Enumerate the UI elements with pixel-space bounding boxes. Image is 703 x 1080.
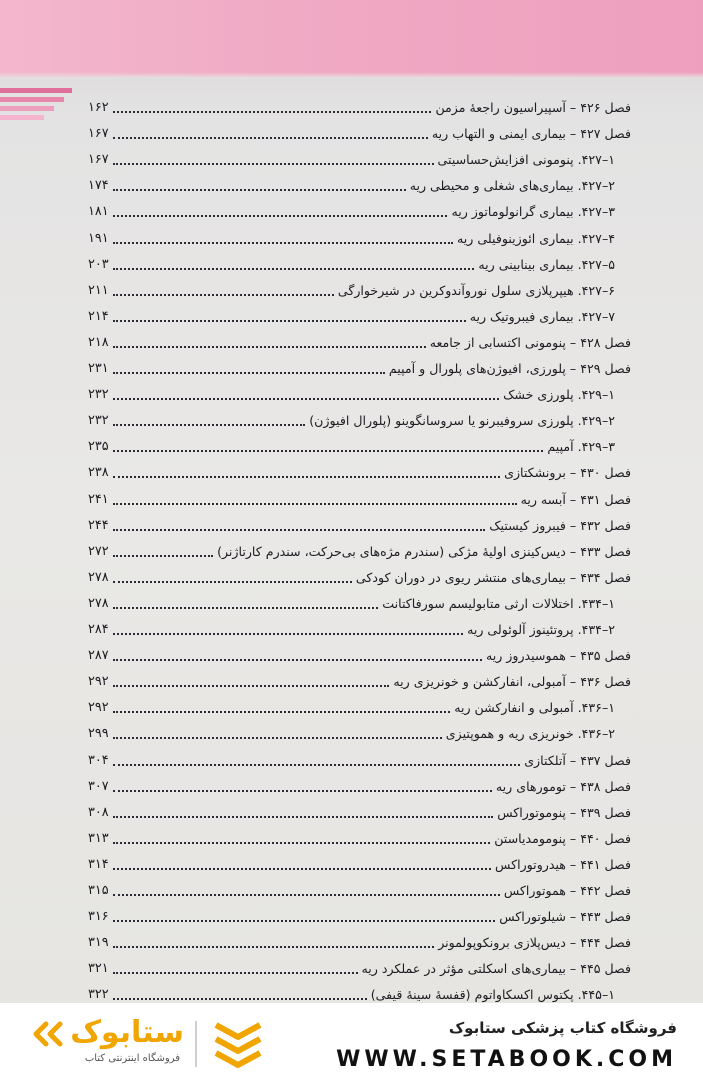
toc-title: فصل ۴۳۶ – آمبولی، انفارکشن و خونریزی ریه [393,674,631,690]
toc-entry [88,904,631,930]
toc-title: ۶–۴۲۷. هیپرپلازی سلول نوروآندوکرین در شیرخوارگی [337,282,615,298]
toc-page-number: ۲۱۸ [88,334,109,350]
toc-page-number: ۲۱۴ [88,308,109,324]
toc-title: فصل ۴۴۲ – هموتوراکس [503,883,631,898]
book-stack-icon [210,1017,266,1069]
toc-title: فصل ۴۲۷ – بیماری ایمنی و التهاب ریه [431,126,631,142]
dot-leader [113,476,500,478]
toc-entry [88,800,631,826]
toc-page-number: ۱۹۱ [88,230,109,246]
dot-leader [113,372,385,374]
toc-title: ۳–۴۲۷. بیماری گرانولوماتوز ریه [451,204,615,220]
toc-entry [88,982,615,1003]
decorative-stripe [0,97,64,102]
toc-page-number: ۱۸۱ [88,204,109,220]
toc-page-number: ۳۲۱ [88,961,109,977]
toc-title: فصل ۴۲۶ – آسپیراسیون راجعهٔ مزمن [435,100,631,115]
decorative-stripe [0,115,44,120]
toc-entry [88,565,631,591]
toc-title: فصل ۴۴۳ – شیلوتوراکس [499,909,631,925]
double-chevron-icon [32,1021,68,1047]
toc-page-number: ۱۶۷ [88,152,109,168]
toc-entry [88,460,631,486]
toc-title: فصل ۴۲۸ – پنومونی اکتسابی از جامعه [429,334,631,350]
toc-title: ۵–۴۲۷. بیماری بینابینی ریه [478,256,615,272]
website-url[interactable]: WWW.SETABOOK.COM [336,1047,677,1072]
dot-leader [113,711,451,713]
toc-page-number: ۲۳۵ [88,439,109,455]
toc-page-number: ۲۱۱ [88,282,109,298]
toc-entry [88,826,631,852]
toc-page-number: ۳۱۴ [88,856,109,872]
toc-page-number: ۲۳۱ [88,361,109,376]
toc-entry [88,930,631,956]
toc-entry [88,539,631,565]
store-footer [0,1003,703,1080]
dot-leader [113,555,213,557]
toc-title: فصل ۴۳۰ – برونشکتازی [504,465,631,481]
toc-entry [88,304,615,330]
toc-title: ۲–۴۳۴. پروتئینوز آلوئولی ریه [467,622,615,637]
toc-title: فصل ۴۴۵ – بیماری‌های اسکلتی مؤثر در عملکرد ریه [361,961,631,977]
toc-entry [88,408,615,434]
toc-page-number: ۳۱۵ [88,883,109,898]
toc-title: ۱–۴۳۶. آمبولی و انفارکشن ریه [454,700,615,716]
dot-leader [113,294,334,296]
dot-leader [113,685,390,687]
toc-title: فصل ۴۳۲ – فیبروز کیستیک [489,517,631,533]
toc-title: ۱–۴۴۵. پکتوس اکسکاواتوم (قفسهٔ سینهٔ قیفی) [370,987,615,1003]
dot-leader [113,842,491,844]
toc-page-number: ۲۹۹ [88,726,109,742]
toc-page-number: ۳۱۶ [88,909,109,925]
toc-page-number: ۲۳۲ [88,413,109,429]
dot-leader [113,790,492,792]
toc-entry [88,695,615,721]
decorative-stripe [0,88,72,93]
dot-leader [113,450,544,452]
toc-page-number: ۲۷۲ [88,543,109,559]
footer-divider [195,1021,197,1067]
toc-entry [88,252,615,278]
toc-entry [88,173,615,199]
toc-entry [88,513,631,539]
dot-leader [113,189,406,191]
toc-page-number: ۱۷۴ [88,178,109,194]
dot-leader [113,215,448,217]
dot-leader [113,529,486,531]
brand-tagline: فروشگاه اینترنتی کتاب [84,1053,180,1064]
toc-title: ۲–۴۲۹. پلورزی سروفیبرنو یا سروسانگوینو (پلورال افیوژن) [309,413,615,429]
toc-entry [88,147,615,173]
dot-leader [113,764,521,766]
toc-page-number: ۲۸۴ [88,622,109,637]
toc-page-number: ۳۰۸ [88,804,109,820]
toc-entry [88,956,631,982]
brand-wordmark: ستابوک [70,1015,184,1050]
toc-entry [88,199,615,225]
toc-entry [88,121,631,147]
toc-entry [88,852,631,878]
toc-page-number: ۲۸۷ [88,648,109,664]
toc-title: ۳–۴۲۹. آمپیم [547,439,615,455]
dot-leader [113,268,475,270]
decorative-stripe [0,106,54,111]
shop-name: فروشگاه کتاب پزشکی ستابوک [448,1019,677,1037]
toc-entry [88,356,631,382]
dot-leader [113,816,494,818]
dot-leader [113,242,453,244]
toc-page-number: ۳۰۷ [88,778,109,794]
toc-page-number: ۱۶۷ [88,126,109,142]
toc-title: ۷–۴۲۷. بیماری فیبروتیک ریه [469,308,615,324]
dot-leader [113,737,442,739]
toc-entry [88,774,631,800]
toc-page-number: ۲۳۸ [88,465,109,481]
toc-entry [88,643,631,669]
toc-page-number: ۲۹۲ [88,674,109,690]
toc-entry [88,591,615,617]
dot-leader [113,346,426,348]
toc-title: فصل ۴۲۹ – پلورزی، افیوژن‌های پلورال و آمپیم [388,361,631,376]
toc-entry [88,487,631,513]
toc-title: فصل ۴۳۹ – پنوموتوراکس [497,804,631,820]
toc-title: فصل ۴۳۳ – دیس‌کینزی اولیهٔ مژکی (سندرم مژه‌های بی‌حرکت، سندرم کارتاژنر) [217,543,631,559]
toc-title: فصل ۴۴۰ – پنومومدیاستن [494,830,631,846]
toc-title: فصل ۴۴۱ – هیدروتوراکس [495,856,631,872]
toc-title: فصل ۴۳۵ – هموسیدروز ریه [485,648,631,664]
toc-entry [88,226,615,252]
toc-page-number: ۳۱۳ [88,830,109,846]
toc-entry [88,330,631,356]
store-logo [30,1015,190,1071]
toc-page-number: ۲۴۴ [88,517,109,533]
toc-title: فصل ۴۳۷ – آتلکتازی [524,752,631,768]
toc-page-number: ۳۰۴ [88,752,109,768]
toc-title: ۲–۴۲۷. بیماری‌های شغلی و محیطی ریه [409,178,615,194]
toc-title: ۲–۴۳۶. خونریزی ریه و هموپتیزی [445,726,615,742]
toc-page-number: ۳۲۲ [88,987,109,1003]
toc-entry [88,434,615,460]
toc-entry [88,617,615,643]
dot-leader [113,503,517,505]
toc-page-number: ۲۴۱ [88,491,109,507]
toc-title: ۱–۴۲۹. پلورزی خشک [503,387,615,403]
toc-entry [88,748,631,774]
dot-leader [113,972,358,974]
toc-entry [88,95,631,121]
page-header-band [0,0,703,78]
toc-title: فصل ۴۳۸ – تومورهای ریه [495,778,631,794]
dot-leader [113,659,482,661]
toc-entry [88,278,615,304]
dot-leader [113,998,367,1000]
toc-title: ۱–۴۳۴. اختلالات ارثی متابولیسم سورفاکتانت [382,595,615,611]
dot-leader [113,868,491,870]
dot-leader [113,137,428,139]
dot-leader [113,424,306,426]
toc-title: فصل ۴۴۴ – دیس‌پلازی برونکوپولمونر [438,935,631,951]
toc-title: ۴–۴۲۷. بیماری ائوزینوفیلی ریه [457,230,615,246]
dot-leader [113,111,432,113]
dot-leader [113,607,379,609]
toc-entry [88,721,615,747]
dot-leader [113,398,500,400]
toc-title: فصل ۴۳۱ – آبسه ریه [520,491,631,507]
dot-leader [113,163,434,165]
toc-page-number: ۲۹۲ [88,700,109,716]
dot-leader [113,894,500,896]
toc-title: فصل ۴۳۴ – بیماری‌های منتشر ریوی در دوران کودکی [355,569,631,585]
toc-entry [88,878,631,904]
toc-page-number: ۲۷۸ [88,569,109,585]
dot-leader [113,946,435,948]
toc-page-number: ۲۷۸ [88,595,109,611]
toc-entry [88,669,631,695]
dot-leader [113,920,496,922]
toc-title: ۱–۴۲۷. پنومونی افزایش‌حساسیتی [437,152,615,168]
toc-entry [88,382,615,408]
dot-leader [113,320,466,322]
toc-page-number: ۱۶۲ [88,100,109,115]
dot-leader [113,581,352,583]
toc-page-number: ۲۳۲ [88,387,109,403]
toc-page-number: ۳۱۹ [88,935,109,951]
toc-page-number: ۲۰۳ [88,256,109,272]
dot-leader [113,633,463,635]
